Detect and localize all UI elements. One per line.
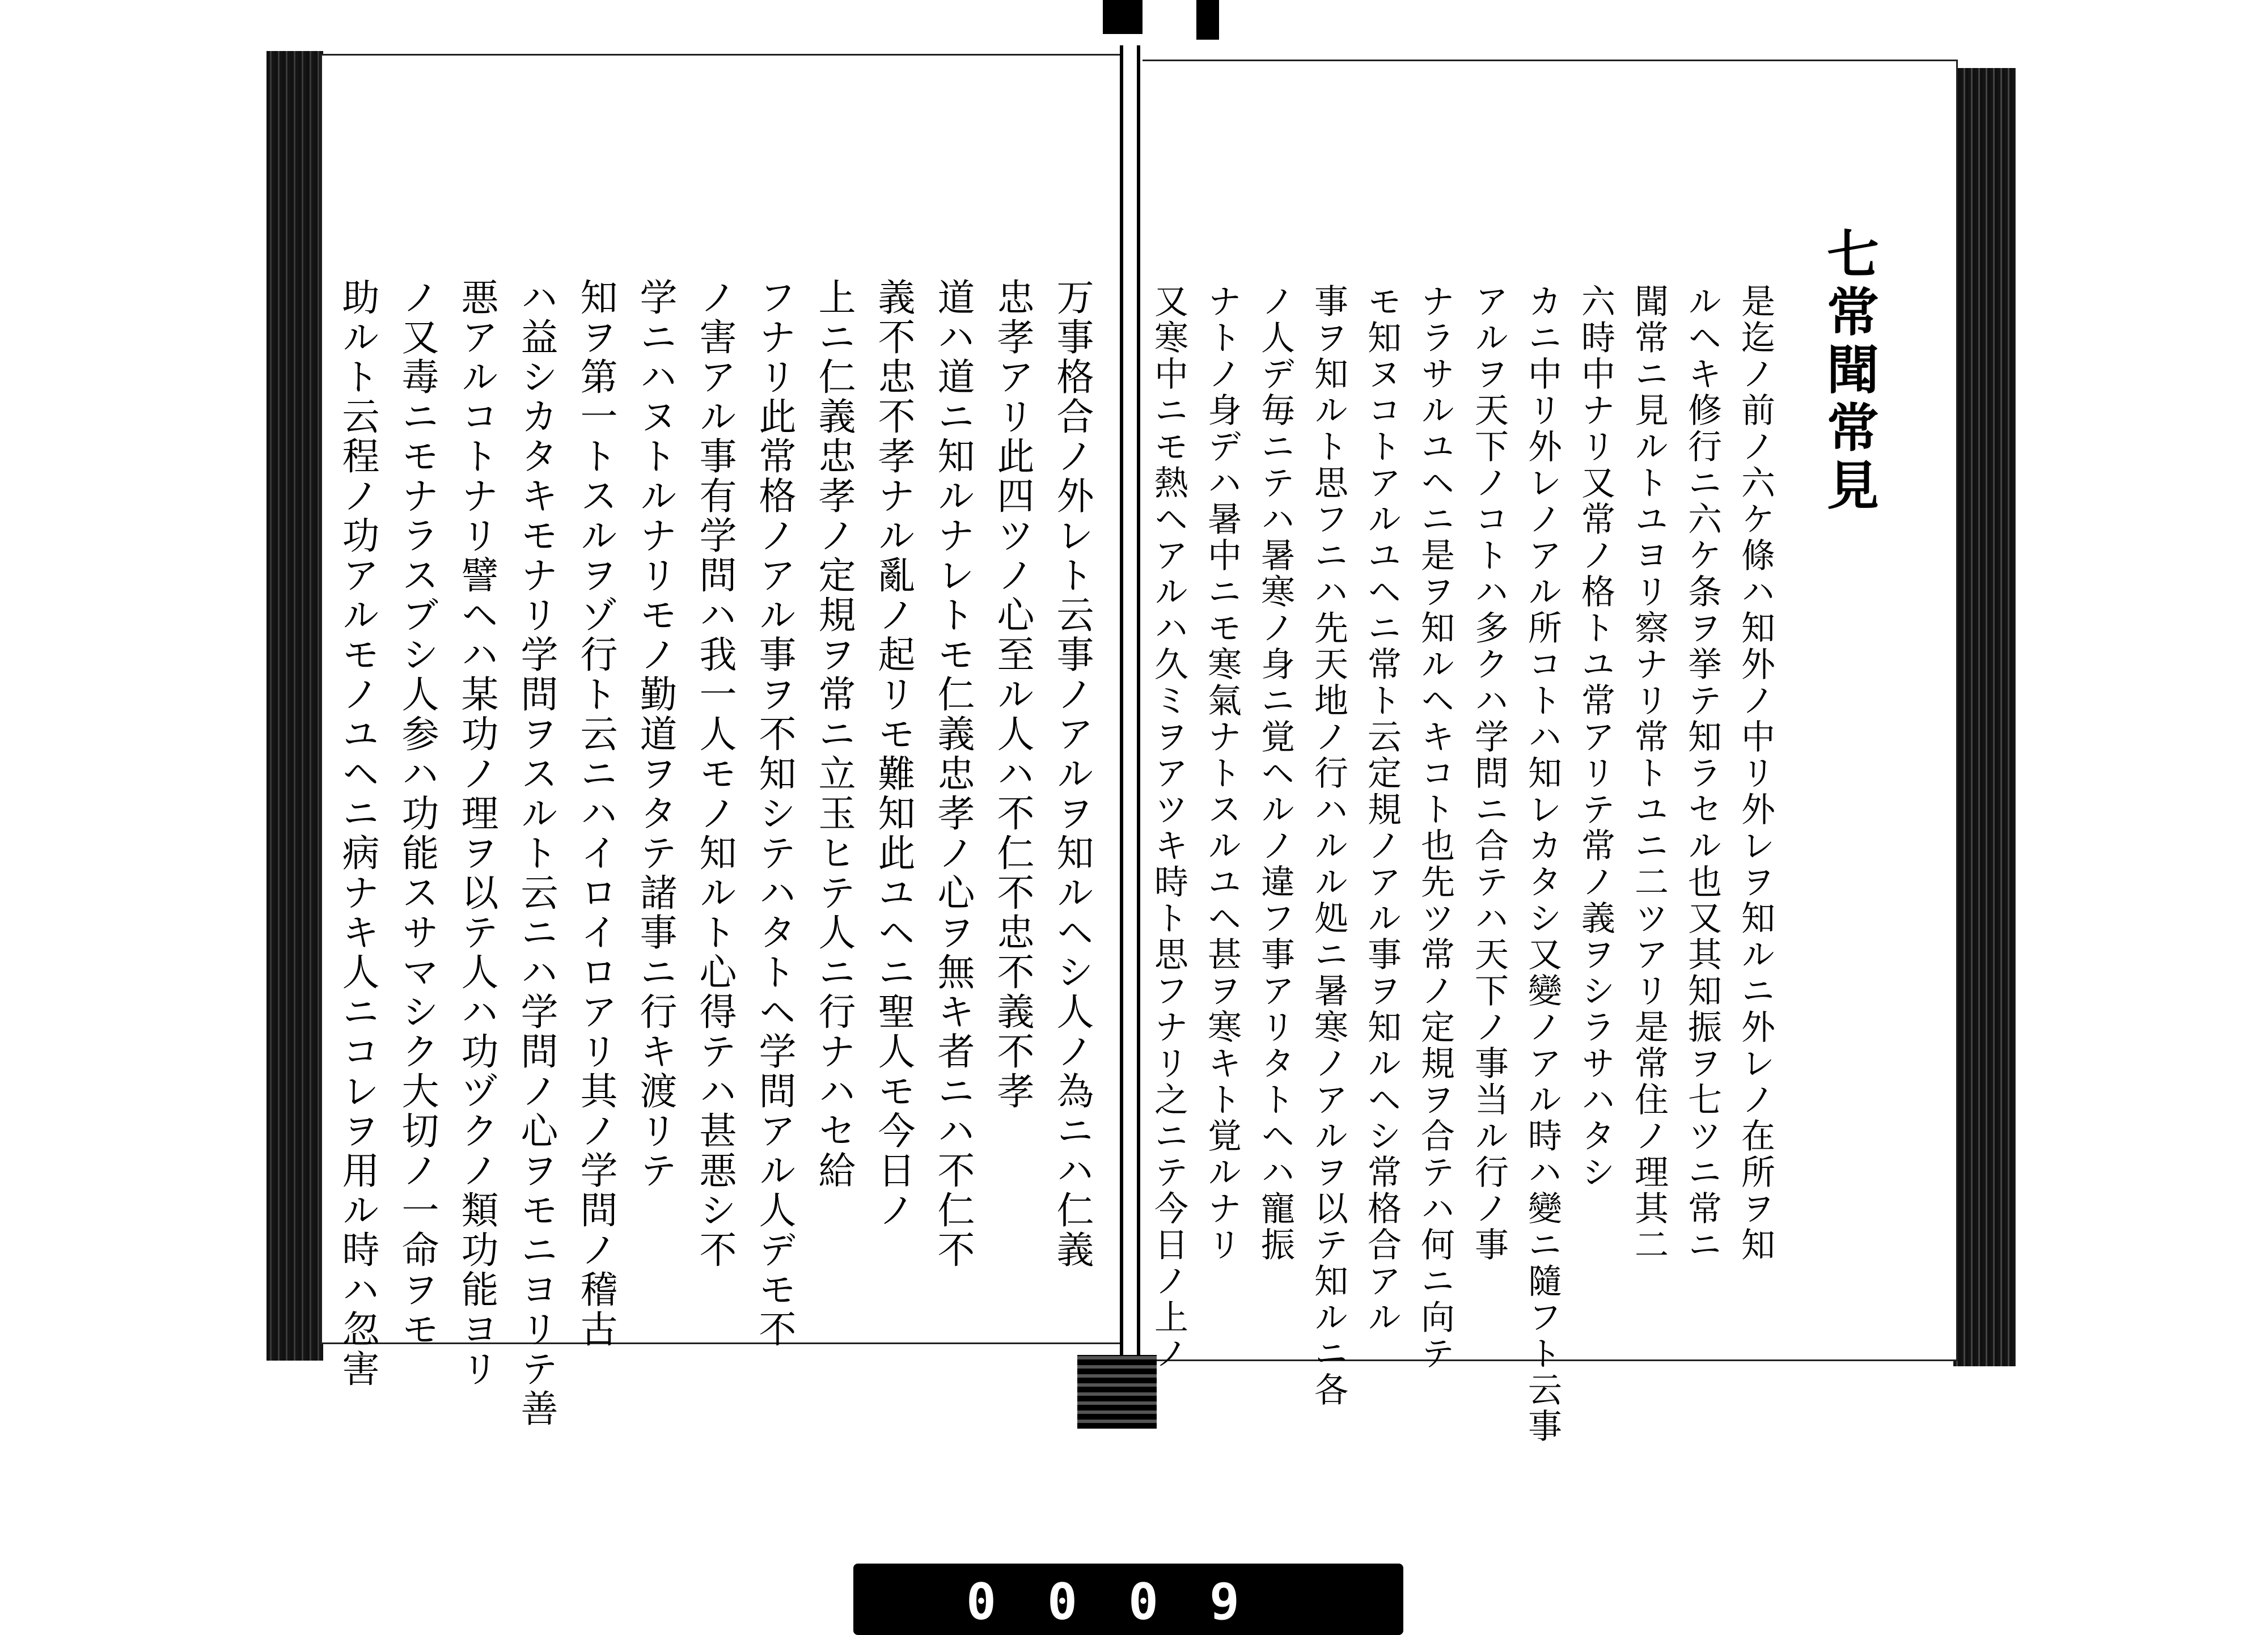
left-page-column: 万事格合ノ外レト云事ノアルヲ知ルヘシ人ノ為ニハ仁義 bbox=[1050, 278, 1094, 1270]
right-page-column: 事ヲ知ルト思フニハ先天地ノ行ハルル処ニ暑寒ノアルヲ以テ知ルニ各 bbox=[1309, 283, 1348, 1408]
left-page-column: 知ヲ第一トスルヲゾ行ト云ニハイロイロアリ其ノ学問ノ稽古 bbox=[574, 278, 617, 1349]
section-heading: 七常聞常見 bbox=[1818, 227, 1880, 516]
left-page-column: ノ害アル事有学問ハ我一人モノ知ルト心得テハ甚悪シ不 bbox=[693, 278, 737, 1270]
binding-tab-top-right bbox=[1196, 0, 1219, 40]
book-gutter bbox=[1120, 45, 1143, 1366]
left-page-column: 忠孝アリ此四ツノ心至ル人ハ不仁不忠不義不孝 bbox=[991, 278, 1034, 1111]
left-page-column: 道ハ道ニ知ルナレトモ仁義忠孝ノ心ヲ無キ者ニハ不仁不 bbox=[931, 278, 975, 1270]
right-page-column: アルヲ天下ノコトハ多クハ学問ニ合テハ天下ノ事当ル行ノ事 bbox=[1469, 283, 1509, 1263]
right-page-column: ノ人デ毎ニテハ暑寒ノ身ニ覚ヘルノ違フ事アリタトヘハ寵振 bbox=[1255, 283, 1295, 1263]
left-page-column: 義不忠不孝ナル亂ノ起リモ難知此ユヘニ聖人モ今日ノ bbox=[871, 278, 915, 1230]
binding-tab-top bbox=[1103, 0, 1143, 34]
left-page-column: フナリ此常格ノアル事ヲ不知シテハタトヘ学問アル人デモ不 bbox=[752, 278, 796, 1349]
right-page-column: 又寒中ニモ熱ヘアルハ久ミヲアツキ時ト思フナリ之ニテ今日ノ上ノ bbox=[1149, 283, 1188, 1372]
left-page-column: 学ニハヌトルナリモノ勤道ヲタテ諸事ニ行キ渡リテ bbox=[633, 278, 677, 1191]
right-page-column: カニ中リ外レノアル所コトハ知レカタシ又變ノアル時ハ變ニ隨フト云事 bbox=[1522, 283, 1562, 1445]
left-page-column: 悪アルコトナリ譬ヘハ某功ノ理ヲ以テ人ハ功ヅクノ類功能ヨリ bbox=[455, 278, 498, 1389]
left-page-column: ハ益シカタキモナリ学問ヲスルト云ニハ学問ノ心ヲモニヨリテ善 bbox=[514, 278, 558, 1429]
right-page-column: 六時中ナリ又常ノ格トユ常アリテ常ノ義ヲシラサハタシ bbox=[1576, 283, 1615, 1191]
left-page-column: 上ニ仁義忠孝ノ定規ヲ常ニ立玉ヒテ人ニ行ナハセ給 bbox=[812, 278, 856, 1191]
left-page-edge bbox=[266, 51, 323, 1361]
right-page-column: 聞常ニ見ルトユヨリ察ナリ常トユニ二ツアリ是常住ノ理其二 bbox=[1629, 283, 1669, 1263]
right-page-column: 是迄ノ前ノ六ケ條ハ知外ノ中リ外レヲ知ルニ外レノ在所ヲ知 bbox=[1736, 283, 1775, 1263]
right-page-column: モ知ヌコトアルユヘニ常ト云定規ノアル事ヲ知ルヘシ常格合アル bbox=[1362, 283, 1402, 1336]
right-page-column: ルヘキ修行ニ六ケ条ヲ挙テ知ラセル也又其知振ヲ七ツニ常ニ bbox=[1682, 283, 1722, 1263]
left-page-column: ノ又毒ニモナラスブシ人参ハ功能スサマシク大切ノ一命ヲモ bbox=[395, 278, 439, 1349]
filing-number: 0009 bbox=[966, 1573, 1290, 1631]
right-page-column: ナラサルユヘニ是ヲ知ルヘキコト也先ツ常ノ定規ヲ合テハ何ニ向テ bbox=[1415, 283, 1455, 1372]
right-page-column: ナトノ身デハ暑中ニモ寒氣ナトスルユヘ甚ヲ寒キト覚ルナリ bbox=[1202, 283, 1242, 1263]
binding-tab-bottom bbox=[1077, 1355, 1157, 1429]
right-page-edge bbox=[1953, 68, 2016, 1366]
left-page-column: 助ルト云程ノ功アルモノユヘニ病ナキ人ニコレヲ用ル時ハ忽害 bbox=[336, 278, 379, 1389]
filing-number-label bbox=[853, 1564, 1403, 1635]
